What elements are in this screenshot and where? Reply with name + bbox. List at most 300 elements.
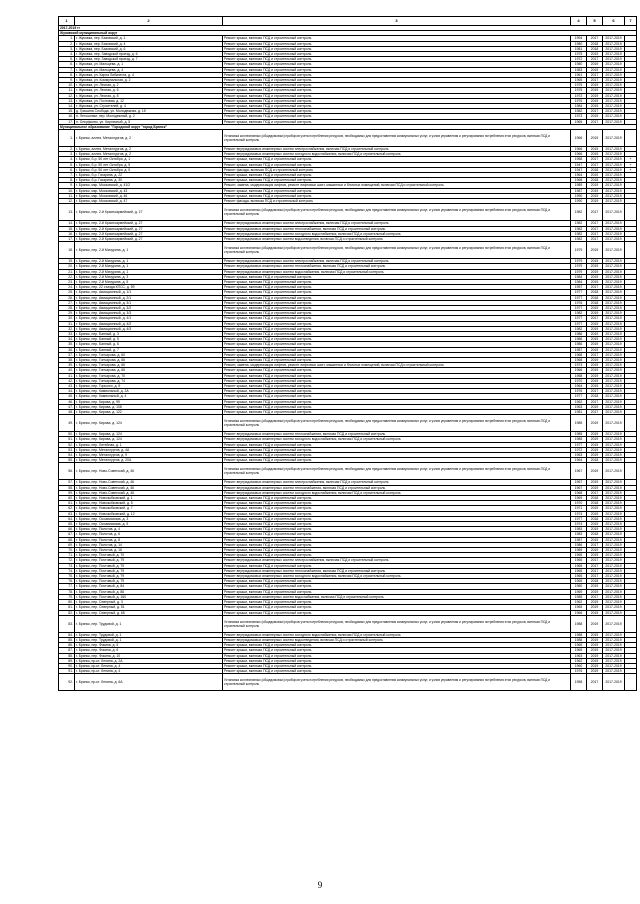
planned-year-cell: 2019 (587, 93, 603, 98)
address-cell: г. Брянск, пер. 2-й Красноармейский, д. 27 (75, 236, 223, 241)
commissioning-year-cell: 1982 (571, 109, 587, 114)
work-type-cell: Ремонт внутридомовых инженерных систем электроснабжения, включая ПСД и строительный контроль (223, 221, 571, 226)
period-cell: 2017-2019 (603, 226, 625, 231)
commissioning-year-cell: 1979 (571, 269, 587, 274)
period-cell: 2017-2019 (603, 311, 625, 316)
commissioning-year-cell: 1969 (571, 496, 587, 501)
period-cell: 2017-2019 (603, 558, 625, 563)
planned-year-cell: 2019 (587, 368, 603, 373)
commissioning-year-cell: 1965 (571, 558, 587, 563)
work-type-cell: Ремонт крыши, включая ПСД и строительный контроль (223, 389, 571, 394)
period-cell: 2017-2019 (603, 442, 625, 447)
planned-year-cell: 2019 (587, 326, 603, 331)
work-type-cell: Установка коллективных (общедомовых) приборов учета потребления ресурсов, необходимых для предоставления коммунальных услуг, и узлов управления и регулирования потребления этих ресурсов, включая ПСД и строительный контроль (223, 674, 571, 691)
commissioning-year-cell: 1979 (571, 264, 587, 269)
row-number-cell: 76. (59, 579, 75, 584)
planned-year-cell: 2017 (587, 57, 603, 62)
commissioning-year-cell: 1947 (571, 162, 587, 167)
planned-year-cell: 2019 (587, 610, 603, 615)
planned-year-cell: 2018 (587, 516, 603, 521)
planned-year-cell: 2019 (587, 632, 603, 637)
address-cell: г. Брянск, пер. Северный, д. 3 (75, 600, 223, 605)
planned-year-cell: 2017 (587, 36, 603, 41)
row-number-cell: 69. (59, 542, 75, 547)
row-number-cell: 7. (59, 173, 75, 178)
commissioning-year-cell: 1985 (571, 432, 587, 437)
period-cell: 2017-2019 (603, 157, 625, 162)
work-type-cell: Ремонт крыши, включая ПСД и строительный контроль (223, 46, 571, 51)
row-number-cell: 1. (59, 36, 75, 41)
period-cell: 2017-2019 (603, 648, 625, 653)
period-cell: 2017-2019 (603, 378, 625, 383)
commissioning-year-cell: 1981 (571, 46, 587, 51)
planned-year-cell: 2017 (587, 574, 603, 579)
address-cell: г. Брянск, пр-кт. Ленина, д. 4 (75, 669, 223, 674)
period-cell: 2017-2019 (603, 326, 625, 331)
work-type-cell: Ремонт крыши, включая ПСД и строительный контроль (223, 383, 571, 388)
planned-year-cell: 2017 (587, 72, 603, 77)
period-cell: 2017-2019 (603, 516, 625, 521)
row-number-cell: 72. (59, 558, 75, 563)
work-type-cell: Установка коллективных (общедомовых) приборов учета потребления ресурсов, необходимых для предоставления коммунальных услуг, и узлов управления и регулирования потребления этих ресурсов, включая ПСД и строительный контроль (223, 615, 571, 632)
work-type-cell: Ремонт крыши, включая ПСД и строительный контроль (223, 119, 571, 124)
period-cell: 2017-2019 (603, 490, 625, 495)
address-cell: г. Брянск, пер. 2-й Мичурина, д. 1 (75, 242, 223, 259)
commissioning-year-cell: 1983 (571, 532, 587, 537)
commissioning-year-cell: 1984 (571, 274, 587, 279)
row-number-cell: 27. (59, 300, 75, 305)
work-type-cell: Ремонт крыши, включая ПСД и строительный контроль (223, 193, 571, 198)
work-type-cell: Ремонт крыши, включая ПСД и строительный контроль (223, 83, 571, 88)
period-cell: 2017-2019 (603, 480, 625, 485)
period-cell: 2017-2019 (603, 399, 625, 404)
row-number-cell: 48. (59, 410, 75, 415)
planned-year-cell: 2017 (587, 231, 603, 236)
commissioning-year-cell: 1982 (571, 226, 587, 231)
mark-cell: + (625, 167, 637, 172)
row-number-cell: 58. (59, 485, 75, 490)
address-cell: г. Жуковка, ул. Почтовая, д. 12 (75, 98, 223, 103)
work-type-cell: Ремонт крыши, включая ПСД и строительный контроль (223, 357, 571, 362)
work-type-cell: Ремонт крыши, включая ПСД и строительный контроль (223, 104, 571, 109)
planned-year-cell: 2017 (587, 410, 603, 415)
planned-year-cell: 2019 (587, 485, 603, 490)
planned-year-cell: 2019 (587, 147, 603, 152)
planned-year-cell: 2018 (587, 290, 603, 295)
commissioning-year-cell: 1982 (571, 236, 587, 241)
row-number-cell: 90. (59, 663, 75, 668)
commissioning-year-cell: 1987 (571, 537, 587, 542)
row-number-cell: 32. (59, 326, 75, 331)
commissioning-year-cell: 1982 (571, 221, 587, 226)
period-cell: 2017-2019 (603, 88, 625, 93)
period-cell: 2017-2019 (603, 83, 625, 88)
commissioning-year-cell: 1965 (571, 605, 587, 610)
period-cell: 2017-2019 (603, 41, 625, 46)
row-number-cell: 56. (59, 463, 75, 480)
row-number-cell: 91. (59, 669, 75, 674)
address-cell: г. Брянск, пер. Трудовой, д. 1 (75, 632, 223, 637)
work-type-cell: Ремонт крыши, включая ПСД и строительный контроль (223, 653, 571, 658)
period-cell: 2017-2019 (603, 615, 625, 632)
period-cell: 2017-2019 (603, 337, 625, 342)
period-cell: 2017-2019 (603, 368, 625, 373)
planned-year-cell: 2019 (587, 242, 603, 259)
row-number-cell: 43. (59, 383, 75, 388)
address-cell: г. Брянск, пер. Новозыбковский, д. 12 (75, 511, 223, 516)
address-cell: г. Жуковка, ул. Лесная, д. 8 (75, 93, 223, 98)
row-number-cell: 77. (59, 584, 75, 589)
work-type-cell: Ремонт крыши, включая ПСД и строительный контроль (223, 589, 571, 594)
period-cell: 2017-2019 (603, 357, 625, 362)
work-type-cell: Ремонт крыши, включая ПСД и строительный контроль (223, 563, 571, 568)
commissioning-year-cell: 1977 (571, 321, 587, 326)
period-cell: 2017-2019 (603, 279, 625, 284)
address-cell: г. Жуковка, ул. Мальцева, д. 4 (75, 67, 223, 72)
address-cell: п. Олсуфьево, ул. Кирпичный, д. 5 (75, 119, 223, 124)
period-cell: 2017-2019 (603, 605, 625, 610)
address-cell: г. Брянск, пер. 2-й Мичурина, д. 5 (75, 279, 223, 284)
period-cell: 2017-2019 (603, 290, 625, 295)
work-type-cell: Установка коллективных (общедомовых) приборов учета потребления ресурсов, необходимых для предоставления коммунальных услуг, и узлов управления и регулирования потребления этих ресурсов, включая ПСД и строительный контроль (223, 415, 571, 432)
address-cell: г. Брянск, пер. Авиационный, д. 4/2 (75, 321, 223, 326)
row-number-cell: 46. (59, 399, 75, 404)
period-cell: 2017-2019 (603, 331, 625, 336)
work-type-cell: Ремонт внутридомовых инженерных систем водоснабжения, включая ПСД и строительный контроль (223, 269, 571, 274)
row-number-cell: 52. (59, 442, 75, 447)
period-cell: 2017-2019 (603, 610, 625, 615)
planned-year-cell: 2019 (587, 152, 603, 157)
planned-year-cell: 2017 (587, 162, 603, 167)
address-cell: г. Брянск, пер. Новозыбковский, д. 5 (75, 501, 223, 506)
planned-year-cell: 2018 (587, 394, 603, 399)
row-number-cell: 5. (59, 57, 75, 62)
commissioning-year-cell: 1977 (571, 394, 587, 399)
address-cell: г. Жуковка, пер. Заводской проезд, д. 6 (75, 52, 223, 57)
row-number-cell: 37. (59, 352, 75, 357)
row-number-cell: 3. (59, 152, 75, 157)
address-cell: г. Брянск, пер. Ново-Советский, д. 46 (75, 463, 223, 480)
address-cell: г. Брянск, пер. Банный, д. 3 (75, 331, 223, 336)
address-cell: г. Брянск, пер. Авиационный, д. 2/1 (75, 295, 223, 300)
row-number-cell: 28. (59, 305, 75, 310)
planned-year-cell: 2018 (587, 496, 603, 501)
address-cell: г. Брянск, пер. Камвольный, д. 4 (75, 394, 223, 399)
commissioning-year-cell: 1965 (571, 643, 587, 648)
work-type-cell: Ремонт крыши, включая ПСД и строительный контроль (223, 352, 571, 357)
period-cell: 2017-2019 (603, 373, 625, 378)
row-number-cell: 44. (59, 389, 75, 394)
commissioning-year-cell: 1968 (571, 490, 587, 495)
period-cell: 2017-2019 (603, 363, 625, 368)
commissioning-year-cell: 1983 (571, 527, 587, 532)
commissioning-year-cell: 1986 (571, 337, 587, 342)
address-cell: г. Брянск, мкр. Московский, д. 47 (75, 199, 223, 204)
address-cell: г. Брянск, пер. 2-й Мичурина, д. 1 (75, 264, 223, 269)
planned-year-cell: 2019 (587, 259, 603, 264)
address-cell: г. Брянск, пер. Металлургов, д. 9 (75, 453, 223, 458)
commissioning-year-cell: 1988 (571, 615, 587, 632)
period-cell: 2017-2019 (603, 46, 625, 51)
commissioning-year-cell: 1967 (571, 480, 587, 485)
address-cell: п. Летошники, пер. Молодежный, д. 2 (75, 114, 223, 119)
period-cell: 2017-2019 (603, 57, 625, 62)
table-row (59, 415, 637, 432)
planned-year-cell: 2019 (587, 605, 603, 610)
period-cell: 2017-2019 (603, 527, 625, 532)
planned-year-cell: 2019 (587, 447, 603, 452)
commissioning-year-cell: 1965 (571, 579, 587, 584)
period-cell: 2017-2019 (603, 93, 625, 98)
period-cell: 2017-2019 (603, 236, 625, 241)
row-number-cell: 35. (59, 342, 75, 347)
row-number-cell: 53. (59, 447, 75, 452)
mark-cell (625, 674, 637, 691)
address-cell: г. Брянск, пер. Пилотов, д. 14 (75, 542, 223, 547)
address-cell: г. Брянск, пер. Авиационный, д. 3/3 (75, 311, 223, 316)
commissioning-year-cell: 1964 (571, 173, 587, 178)
commissioning-year-cell: 1988 (571, 637, 587, 642)
planned-year-cell: 2017 (587, 316, 603, 321)
period-cell: 2017-2019 (603, 269, 625, 274)
row-number-cell: 75. (59, 574, 75, 579)
period-cell: 2017-2019 (603, 285, 625, 290)
address-cell: г. Брянск, пер. Банный, д. 7 (75, 347, 223, 352)
period-cell: 2017-2019 (603, 78, 625, 83)
address-cell: г. Брянск, пер. Гончарова, д. 66 (75, 363, 223, 368)
planned-year-cell: 2018 (587, 501, 603, 506)
address-cell: г. Брянск, пер. Пилотов, д. 4 (75, 527, 223, 532)
group-title: Жуковский муниципальный округ (59, 31, 637, 36)
planned-year-cell: 2017 (587, 78, 603, 83)
work-type-cell: Ремонт крыши, включая ПСД и строительный контроль (223, 373, 571, 378)
commissioning-year-cell: 1968 (571, 352, 587, 357)
row-number-cell: 70. (59, 548, 75, 553)
commissioning-year-cell: 1973 (571, 363, 587, 368)
planned-year-cell: 2018 (587, 167, 603, 172)
period-cell: 2017-2019 (603, 321, 625, 326)
address-cell: д. Гришина Слобода, ул. Молодежная, д. 1б (75, 109, 223, 114)
work-type-cell: Ремонт внутридомовых инженерных систем теплоснабжения, включая ПСД и строительный контроль (223, 432, 571, 437)
period-label: 2017-2019 гг (59, 26, 637, 31)
commissioning-year-cell: 1965 (571, 119, 587, 124)
planned-year-cell: 2019 (587, 62, 603, 67)
address-cell: г. Брянск, пер. Банный, д. 6 (75, 342, 223, 347)
address-cell: г. Брянск, пер. Осоавиахима, д. 3 (75, 516, 223, 521)
planned-year-cell: 2019 (587, 363, 603, 368)
address-cell: г. Брянск, пр-кт. Ленина, д. 6А (75, 674, 223, 691)
row-number-cell: 59. (59, 490, 75, 495)
work-type-cell: Ремонт внутридомовых инженерных систем электроснабжения, включая ПСД и строительный контроль (223, 147, 571, 152)
commissioning-year-cell: 1979 (571, 242, 587, 259)
planned-year-cell: 2019 (587, 183, 603, 188)
period-cell: 2017-2019 (603, 568, 625, 573)
row-number-cell: 16. (59, 231, 75, 236)
row-number-cell: 23. (59, 279, 75, 284)
work-type-cell: Ремонт крыши, включая ПСД и строительный контроль (223, 290, 571, 295)
table-body (59, 17, 637, 691)
work-type-cell: Ремонт крыши, включая ПСД и строительный контроль (223, 548, 571, 553)
work-type-cell: Ремонт крыши, включая ПСД и строительный контроль (223, 663, 571, 668)
row-number-cell: 26. (59, 295, 75, 300)
period-cell: 2017-2019 (603, 600, 625, 605)
document-page (58, 16, 636, 691)
planned-year-cell: 2017 (587, 285, 603, 290)
work-type-cell: Ремонт крыши, включая ПСД и строительный контроль (223, 605, 571, 610)
work-type-cell: Ремонт крыши, включая ПСД и строительный контроль (223, 98, 571, 103)
planned-year-cell: 2019 (587, 669, 603, 674)
row-number-cell: 9. (59, 183, 75, 188)
work-type-cell: Ремонт крыши, включая ПСД и строительный контроль (223, 410, 571, 415)
work-type-cell: Ремонт крыши, включая ПСД и строительный контроль (223, 404, 571, 409)
address-cell: г. Брянск, пер. Авиационный, д. 3/2 (75, 305, 223, 310)
period-cell: 2017-2019 (603, 594, 625, 599)
commissioning-year-cell: 1982 (571, 204, 587, 221)
planned-year-cell: 2018 (587, 295, 603, 300)
work-type-cell: Ремонт крыши, включая ПСД и строительный контроль (223, 67, 571, 72)
commissioning-year-cell: 1980 (571, 62, 587, 67)
planned-year-cell: 2017 (587, 568, 603, 573)
address-cell: г. Брянск, пр-кт. Ленина, д. 2А (75, 658, 223, 663)
period-cell: 2017-2019 (603, 532, 625, 537)
work-type-cell: Ремонт крыши, включая ПСД и строительный контроль (223, 447, 571, 452)
work-type-cell: Ремонт крыши, включая ПСД и строительный контроль (223, 501, 571, 506)
address-cell: г. Брянск, пер. Ново-Советский, д. 46 (75, 490, 223, 495)
planned-year-cell: 2019 (587, 321, 603, 326)
period-cell: 2017-2019 (603, 52, 625, 57)
work-type-cell: Ремонт крыши, включая ПСД и строительный контроль (223, 274, 571, 279)
row-number-cell: 30. (59, 316, 75, 321)
mark-cell (625, 130, 637, 147)
planned-year-cell: 2019 (587, 663, 603, 668)
work-type-cell: Ремонт крыши, включая ПСД и строительный контроль (223, 109, 571, 114)
work-type-cell: Ремонт крыши, включая ПСД и строительный контроль (223, 311, 571, 316)
row-number-cell: 71. (59, 553, 75, 558)
planned-year-cell: 2019 (587, 511, 603, 516)
work-type-cell: Ремонт крыши, включая ПСД и строительный контроль (223, 62, 571, 67)
commissioning-year-cell: 1968 (571, 178, 587, 183)
period-cell: 2017-2019 (603, 193, 625, 198)
address-cell: г. Брянск, пер. Кирова, д. 124 (75, 432, 223, 437)
work-type-cell: Ремонт, замена, модернизация лифтов, ремонт лифтовых шахт, машинных и блочных помещений, включая ПСД и строительный контроль (223, 363, 571, 368)
planned-year-cell: 2019 (587, 199, 603, 204)
commissioning-year-cell: 1975 (571, 52, 587, 57)
address-cell: г. Брянск, б-р. 50 лет Октября, д. 1 (75, 157, 223, 162)
row-number-cell: 5. (59, 162, 75, 167)
commissioning-year-cell: 1977 (571, 295, 587, 300)
row-number-cell: 50. (59, 432, 75, 437)
row-number-cell: 87. (59, 648, 75, 653)
row-number-cell: 45. (59, 394, 75, 399)
work-type-cell: Ремонт крыши, включая ПСД и строительный контроль (223, 378, 571, 383)
commissioning-year-cell: 1986 (571, 331, 587, 336)
address-cell: г. Брянск, пер. Почтовый, д. 79 (75, 558, 223, 563)
row-number-cell: 8. (59, 72, 75, 77)
work-type-cell: Ремонт внутридомовых инженерных систем теплоснабжения, включая ПСД и строительный контроль (223, 226, 571, 231)
planned-year-cell: 2017 (587, 563, 603, 568)
work-type-cell: Ремонт крыши, включая ПСД и строительный контроль (223, 453, 571, 458)
planned-year-cell: 2019 (587, 337, 603, 342)
address-cell: г. Брянск, пер. Пилотов, д. 8 (75, 537, 223, 542)
work-type-cell: Ремонт крыши, включая ПСД и строительный контроль (223, 331, 571, 336)
address-cell: г. Брянск, пер. Банный, д. 5 (75, 337, 223, 342)
period-cell: 2017-2019 (603, 352, 625, 357)
row-number-cell: 62. (59, 506, 75, 511)
planned-year-cell: 2019 (587, 453, 603, 458)
work-type-cell: Ремонт внутридомовых инженерных систем холодного водоснабжения, включая ПСД и строительный контроль (223, 574, 571, 579)
period-cell: 2017-2019 (603, 496, 625, 501)
period-cell: 2017-2019 (603, 173, 625, 178)
address-cell: г. Жуковка, ул. Коммунальная, д. 2 (75, 78, 223, 83)
period-cell: 2017-2019 (603, 542, 625, 547)
planned-year-cell: 2019 (587, 274, 603, 279)
work-type-cell: Установка коллективных (общедомовых) приборов учета потребления ресурсов, необходимых для предоставления коммунальных услуг, и узлов управления и регулирования потребления этих ресурсов, включая ПСД и строительный контроль (223, 130, 571, 147)
address-cell: г. Брянск, пер. Кирова, д. 124 (75, 437, 223, 442)
row-number-cell: 4. (59, 157, 75, 162)
work-type-cell: Ремонт внутридомовых инженерных систем холодного водоснабжения, включая ПСД и строительный контроль (223, 437, 571, 442)
planned-year-cell: 2019 (587, 188, 603, 193)
header-col-3: 3 (223, 17, 571, 26)
planned-year-cell: 2019 (587, 506, 603, 511)
address-cell: г. Брянск, пер. 22 съезда КПСС, д. 59 (75, 285, 223, 290)
work-type-cell: Ремонт внутридомовых инженерных систем электроснабжения, включая ПСД и строительный контроль (223, 259, 571, 264)
period-cell: 2017-2019 (603, 199, 625, 204)
row-number-cell: 40. (59, 368, 75, 373)
commissioning-year-cell: 1974 (571, 522, 587, 527)
address-cell: г. Брянск, пер. Трудовой, д. 1 (75, 637, 223, 642)
planned-year-cell: 2018 (587, 458, 603, 463)
period-cell: 2017-2019 (603, 589, 625, 594)
planned-year-cell: 2019 (587, 269, 603, 274)
commissioning-year-cell: 1985 (571, 415, 587, 432)
address-cell: г. Жуковка, ул. Лесная, д. 6 (75, 88, 223, 93)
commissioning-year-cell: 1966 (571, 368, 587, 373)
commissioning-year-cell: 1968 (571, 357, 587, 362)
planned-year-cell: 2019 (587, 311, 603, 316)
work-type-cell: Ремонт крыши, включая ПСД и строительный контроль (223, 600, 571, 605)
period-cell: 2017-2019 (603, 178, 625, 183)
planned-year-cell: 2017 (587, 674, 603, 691)
planned-year-cell: 2019 (587, 404, 603, 409)
address-cell: г. Брянск, пер. Северный, д. 51 (75, 605, 223, 610)
work-type-cell: Ремонт внутридомовых инженерных систем электроснабжения, включая ПСД и строительный контроль (223, 558, 571, 563)
period-cell: 2017-2019 (603, 511, 625, 516)
address-cell: г. Брянск, пер. Пилотов, д. 6 (75, 532, 223, 537)
address-cell: г. Брянск, пер. Камвольный, д. 2А (75, 389, 223, 394)
row-number-cell: 4. (59, 52, 75, 57)
row-number-cell: 1. (59, 130, 75, 147)
address-cell: г. Брянск, пер. Ново-Советский, д. 46 (75, 480, 223, 485)
address-cell: г. Брянск, мкр. Московский, д. 46 (75, 193, 223, 198)
work-type-cell: Ремонт крыши, включая ПСД и строительный контроль (223, 162, 571, 167)
planned-year-cell: 2019 (587, 98, 603, 103)
table-row (59, 204, 637, 221)
period-cell: 2017-2019 (603, 458, 625, 463)
period-cell: 2017-2019 (603, 485, 625, 490)
period-cell: 2017-2019 (603, 415, 625, 432)
work-type-cell: Ремонт крыши, включая ПСД и строительный контроль (223, 72, 571, 77)
period-cell: 2017-2019 (603, 300, 625, 305)
address-cell: г. Брянск, пер. Гончарова, д. 66 (75, 357, 223, 362)
address-cell: г. Брянск, б-р. 50 лет Октября, д. 5 (75, 162, 223, 167)
address-cell: г. Жуковка, ул. Мальцева, д. 1 (75, 62, 223, 67)
work-type-cell: Ремонт крыши, включая ПСД и строительный контроль (223, 88, 571, 93)
commissioning-year-cell: 1967 (571, 463, 587, 480)
commissioning-year-cell: 1958 (571, 157, 587, 162)
work-type-cell: Ремонт крыши, включая ПСД и строительный контроль (223, 114, 571, 119)
planned-year-cell: 2019 (587, 373, 603, 378)
row-number-cell: 21. (59, 269, 75, 274)
